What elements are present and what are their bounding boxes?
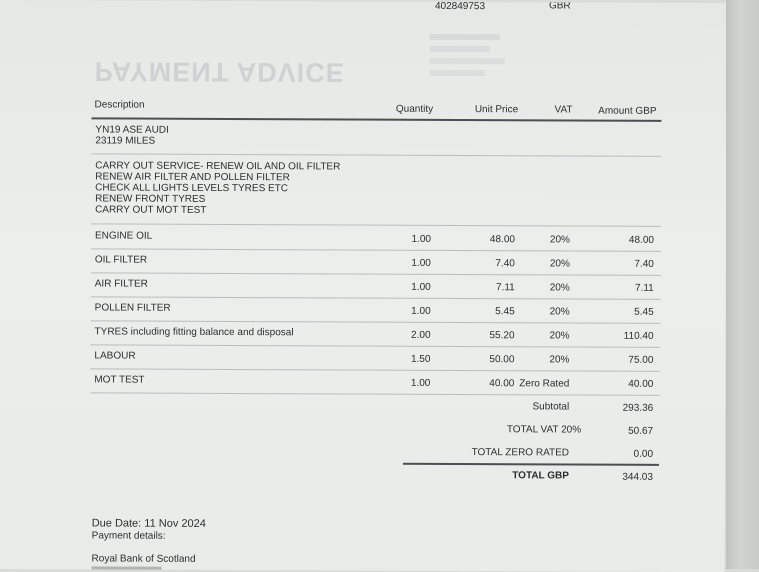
country-code: GBR <box>548 0 571 12</box>
total-vat-label: TOTAL VAT 20% <box>506 424 582 436</box>
item-amount: 75.00 <box>628 354 654 366</box>
item-qty: 1.00 <box>411 281 431 293</box>
work-line: RENEW FRONT TYRES <box>95 193 206 205</box>
item-vat: 20% <box>549 258 570 270</box>
item-description: LABOUR <box>94 350 136 362</box>
row-divider <box>91 248 661 251</box>
row-divider <box>90 368 660 371</box>
item-amount: 110.40 <box>623 330 654 342</box>
col-header-quantity: Quantity <box>395 103 434 115</box>
subtotal-label: Subtotal <box>532 401 570 413</box>
total-zero-rated-value: 0.00 <box>633 448 654 460</box>
header-divider <box>91 117 661 121</box>
item-vat: 20% <box>549 306 570 318</box>
total-gbp-value: 344.03 <box>622 471 653 483</box>
work-line: RENEW AIR FILTER AND POLLEN FILTER <box>95 171 290 184</box>
item-qty: 1.50 <box>410 353 431 365</box>
col-header-vat: VAT <box>554 104 573 116</box>
item-unit-price: 7.40 <box>495 258 515 270</box>
due-date: Due Date: 11 Nov 2024 <box>91 517 206 530</box>
item-amount: 48.00 <box>628 234 654 246</box>
subtotal-value: 293.36 <box>622 402 654 414</box>
col-header-unit-price: Unit Price <box>474 104 519 116</box>
item-amount: 40.00 <box>628 378 654 390</box>
work-line: CHECK ALL LIGHTS LEVELS TYRES ETC <box>95 182 289 195</box>
item-qty: 1.00 <box>411 233 431 245</box>
paper-edge-shadow <box>726 0 759 569</box>
item-description: MOT TEST <box>94 374 145 386</box>
item-unit-price: 50.00 <box>489 354 515 366</box>
item-amount: 7.11 <box>634 282 654 294</box>
item-unit-price: 40.00 <box>489 378 515 390</box>
totals-divider <box>403 463 659 466</box>
col-header-amount: Amount GBP <box>598 105 657 117</box>
row-divider <box>90 392 660 395</box>
total-vat-value: 50.67 <box>628 425 654 437</box>
payment-details-label: Payment details: <box>91 530 166 542</box>
item-amount: 5.45 <box>634 306 654 318</box>
bank-name: Royal Bank of Scotland <box>91 553 196 565</box>
row-divider <box>91 320 661 323</box>
item-qty: 2.00 <box>411 329 431 341</box>
row-divider <box>90 344 660 347</box>
faint-bleed-block <box>430 34 580 95</box>
item-vat: 20% <box>549 234 570 246</box>
total-zero-rated-label: TOTAL ZERO RATED <box>471 447 570 459</box>
work-line: CARRY OUT MOT TEST <box>95 204 207 216</box>
work-line: CARRY OUT SERVICE- RENEW OIL AND OIL FILTER <box>95 160 341 173</box>
item-description: TYRES including fitting balance and disposal <box>94 326 294 339</box>
row-divider <box>91 296 661 299</box>
item-vat: 20% <box>549 354 570 366</box>
item-unit-price: 48.00 <box>489 234 515 246</box>
total-gbp-label: TOTAL GBP <box>512 470 569 482</box>
item-description: ENGINE OIL <box>94 230 153 242</box>
item-description: AIR FILTER <box>94 278 148 290</box>
item-vat: Zero Rated <box>519 378 570 390</box>
item-amount: 7.40 <box>634 258 654 270</box>
col-header-description: Description <box>94 99 145 111</box>
item-description: POLLEN FILTER <box>94 302 171 314</box>
payment-advice-watermark: PAYMENT ADVICE <box>94 56 345 88</box>
item-unit-price: 55.20 <box>489 330 515 342</box>
account-number: 402849753 <box>434 0 486 13</box>
item-qty: 1.00 <box>411 305 431 317</box>
item-description: OIL FILTER <box>94 254 148 266</box>
vehicle-reg: YN19 ASE AUDI <box>95 124 169 136</box>
item-unit-price: 7.11 <box>495 282 515 294</box>
item-qty: 1.00 <box>410 377 431 389</box>
item-qty: 1.00 <box>411 257 431 269</box>
item-unit-price: 5.45 <box>495 306 515 318</box>
item-vat: 20% <box>549 282 570 294</box>
vehicle-miles: 23119 MILES <box>95 135 156 147</box>
row-divider <box>91 272 661 275</box>
row-divider <box>91 153 661 156</box>
row-divider <box>91 223 661 226</box>
item-vat: 20% <box>549 330 570 342</box>
